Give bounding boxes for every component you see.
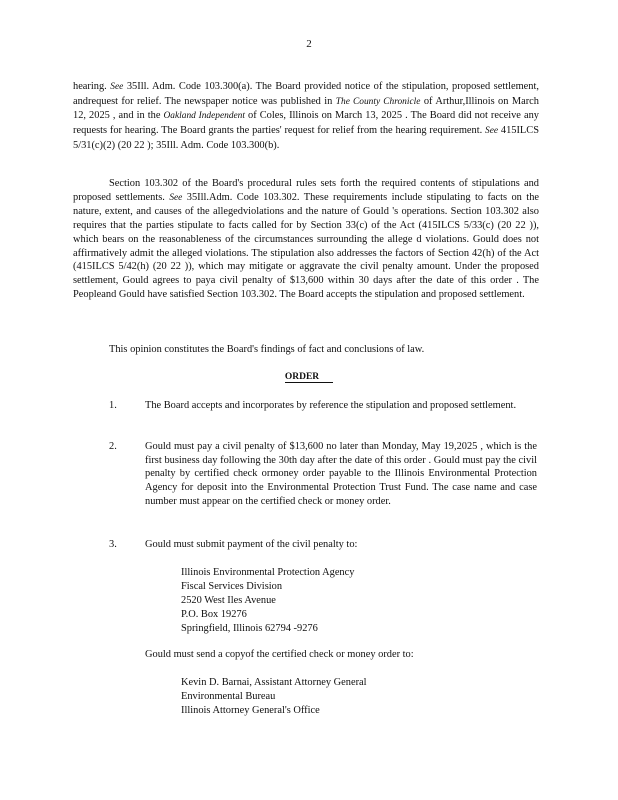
address-line: Springfield, Illinois 62794 -9276 xyxy=(181,623,318,634)
address-line: Fiscal Services Division xyxy=(181,581,283,592)
address-line: 2520 West Iles Avenue xyxy=(181,595,276,606)
address-line: P.O. Box 19276 xyxy=(181,609,247,620)
address-line: Kevin D. Barnai, Assistant Attorney General xyxy=(181,677,367,688)
paragraph-findings: This opinion constitutes the Board's findings of fact and conclusions of law. xyxy=(109,344,425,355)
item-text: Gould must pay a civil penalty of $13,600 no later than Monday, May 19,2025 , which is the first business day following the 30th day after the date of this order . Gould must pay the civil penalty by certified check ormoney order payable to the Illinois Environmental Protection Agency for deposit into the Environmental Protection Trust Fund. The case name and case number must appear on the certified check or money order. xyxy=(145,441,537,507)
item-text: Gould must submit payment of the civil penalty to: xyxy=(145,539,358,550)
item-number: 2. xyxy=(109,441,117,452)
copy-address xyxy=(181,676,367,718)
payment-address xyxy=(181,566,354,636)
address-line: Environmental Bureau xyxy=(181,691,276,702)
page-number: 2 xyxy=(306,38,312,50)
item-text: The Board accepts and incorporates by reference the stipulation and proposed settlement. xyxy=(145,400,517,411)
paragraph-section-103-302: Section 103.302 of the Board's procedural rules sets forth the required contents of stipulations and proposed settlements. See 35Ill.Adm. Code 103.302. These requirements include stipulating to facts on the nature, extent, and causes of the allegedviolations and the nature of Gould 's operations. Section 103.302 also requires that the parties stipulate to facts called for by Section 33(c) of the Act (415ILCS 5/33(c) (20 22 )), which bears on the reasonableness of the circumstances surrounding the allege d violations. Gould does not affirmatively admit the alleged violations. The stipulation also addresses the factors of Section 42(h) of the Act (415ILCS 5/42(h) (20 22 )), which may mitigate or aggravate the civil penalty amount. Under the proposed settlement, Gould agrees to paya civil penalty of $13,600 within 30 days after the date of this order . The Peopleand Gould have satisfied Section 103.302. The Board accepts the stipulation and proposed settlement. xyxy=(73,178,539,300)
paragraph-hearing-notice: hearing. See 35Ill. Adm. Code 103.300(a). The Board provided notice of the stipulation, proposed settlement, andrequest for relief. The newspaper notice was published in The County Chronicle of Arthur,Illinois on March 12, 2025 , and in the Oakland Independent of Coles, Illinois on March 13, 2025 . The Board did not receive any requests for hearing. The Board grants the parties' request for relief from the hearing requirement. See 415ILCS 5/31(c)(2) (20 22 ); 35Ill. Adm. Code 103.300(b). xyxy=(73,81,539,151)
address-line: Illinois Environmental Protection Agency xyxy=(181,567,355,578)
item-number: 3. xyxy=(109,539,117,550)
address-line: Illinois Attorney General's Office xyxy=(181,705,320,716)
order-heading: ORDER xyxy=(0,372,618,382)
item-number: 1. xyxy=(109,400,117,411)
copy-instruction: Gould must send a copyof the certified check or money order to: xyxy=(145,649,414,660)
